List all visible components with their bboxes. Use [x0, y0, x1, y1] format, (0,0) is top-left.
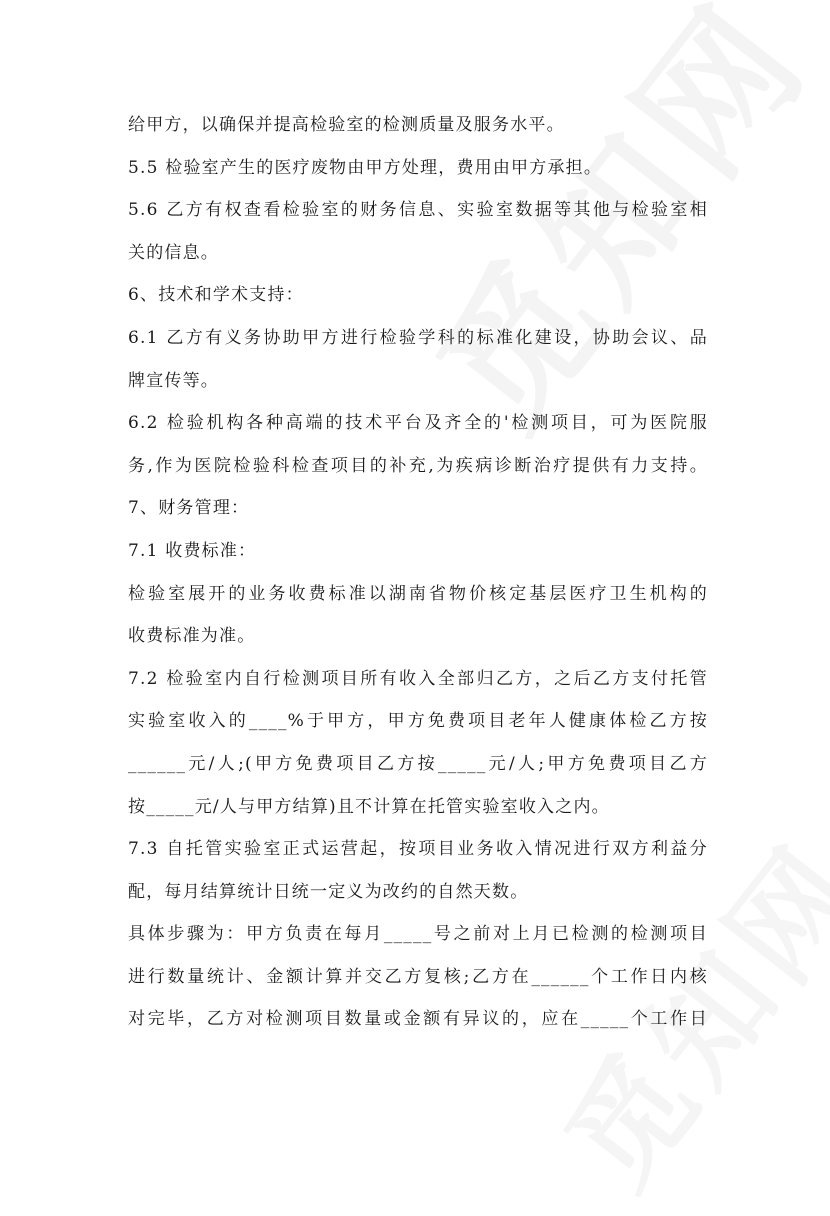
text-line: 5.6 乙方有权查看检验室的财务信息、实验室数据等其他与检验室相: [128, 200, 708, 221]
text-line: 配，每月结算统计日统一定义为改约的自然天数。: [128, 881, 529, 902]
text-line: ______元/人;(甲方免费项目乙方按_____元/人;甲方免费项目乙方: [128, 753, 708, 774]
text-line: 5.5 检验室产生的医疗废物由甲方处理，费用由甲方承担。: [128, 157, 603, 178]
text-line: 给甲方，以确保并提高检验室的检测质量及服务水平。: [128, 115, 565, 135]
text-line: 具体步骤为：甲方负责在每月_____号之前对上月已检测的检测项目: [128, 924, 708, 945]
text-line: 检验室展开的业务收费标准以湖南省物价核定基层医疗卫生机构的: [128, 583, 708, 604]
section-heading: 7、财务管理：: [128, 498, 250, 519]
document-body: [128, 104, 708, 1041]
text-line: 进行数量统计、金额计算并交乙方复核;乙方在______个工作日内核: [128, 966, 708, 987]
text-line: 实验室收入的____%于甲方，甲方免费项目老年人健康体检乙方按: [128, 711, 708, 732]
text-line: 6.2 检验机构各种高端的技术平台及齐全的'检测项目，可为医院服: [128, 413, 708, 434]
section-heading: 6、技术和学术支持：: [128, 285, 304, 306]
text-line: 牌宣传等。: [128, 370, 219, 391]
subsection-heading: 7.1 收费标准：: [128, 540, 257, 561]
text-line: 6.1 乙方有义务协助甲方进行检验学科的标准化建设，协助会议、品: [128, 327, 708, 348]
text-line: 7.2 检验室内自行检测项目所有收入全部归乙方，之后乙方支付托管: [128, 668, 708, 689]
text-line: 对完毕，乙方对检测项目数量或金额有异议的，应在_____个工作日: [128, 1009, 708, 1030]
text-line: 按_____元/人与甲方结算)且不计算在托管实验室收入之内。: [128, 796, 610, 817]
text-line: 务,作为医院检验科检查项目的补充,为疾病诊断治疗提供有力支持。: [128, 455, 708, 476]
text-line: 关的信息。: [128, 242, 219, 263]
text-line: 收费标准为准。: [128, 626, 256, 647]
text-line: 7.3 自托管实验室正式运营起，按项目业务收入情况进行双方利益分: [128, 839, 708, 860]
